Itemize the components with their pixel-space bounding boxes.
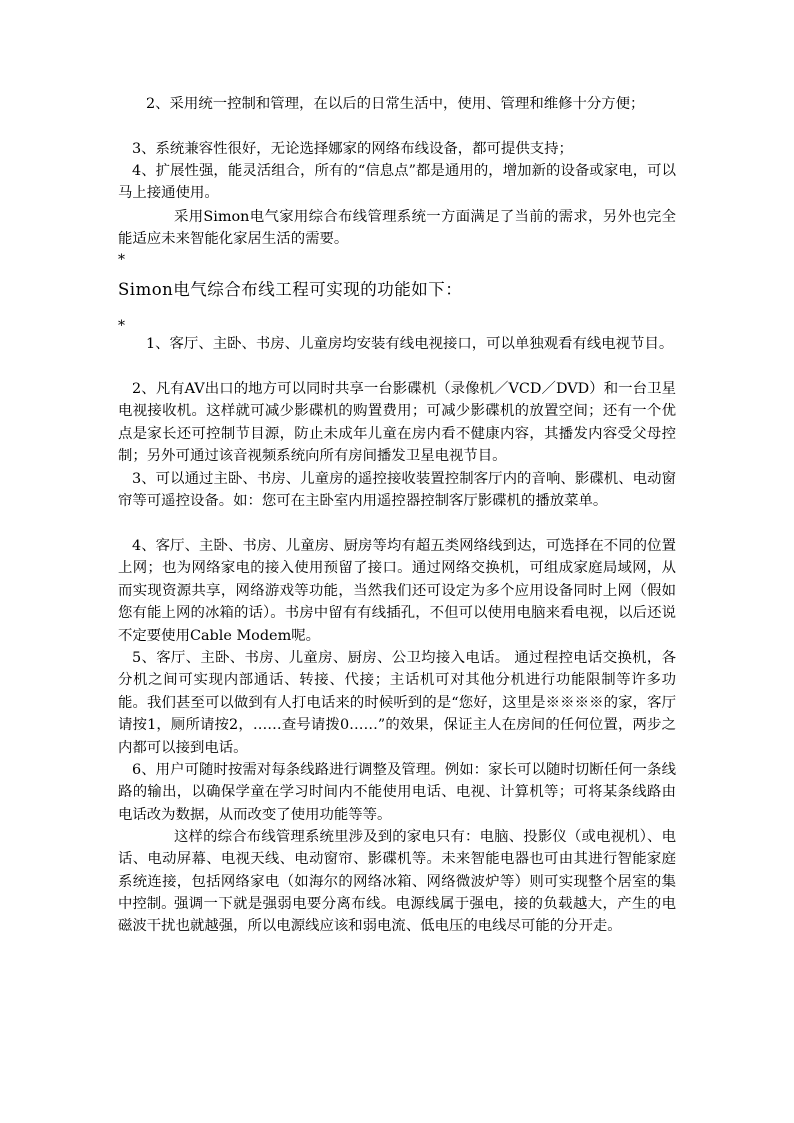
paragraph-av-sharing: 2、凡有AV出口的地方可以同时共享一台影碟机（录像机／VCD／DVD）和一台卫星电视接收机。这样就可减少影碟机的购置费用；可减少影碟机的放置空间；还有一个优点是家长还可控制节目源，防止未成年儿童在房内看不健康内容，其播发内容受父母控制；另外可通过该音视频系统向所有房间播发卫星电视节目。 <box>118 381 676 465</box>
paragraph-unified-control: 2、采用统一控制和管理，在以后的日常生活中，使用、管理和维修十分方便； <box>146 96 645 112</box>
paragraph-appliances: 这样的综合布线管理系统里涉及到的家电只有：电脑、投影仪（或电视机）、电话、电动屏幕、电视天线、电动窗帘、影碟机等。未来智能电器也可由其进行智能家庭系统连接，包括网络家电（如海尔的网络冰箱、网络微波炉等）则可实现整个居室的集中控制。 <box>118 829 676 913</box>
paragraph-line-management: 6、用户可随时按需对每条线路进行调整及管理。例如：家长可以随时切断任何一条线路的输出，以确保学童在学习时间内不能使用电话、电视、计算机等；可将某条线路由电话改为数据，从而改变了使用功能等等。 <box>118 762 676 823</box>
paragraph-network: 4、客厅、主卧、书房、儿童房、厨房等均有超五类网络线到达，可选择在不同的位置上网；也为网络家电的接入使用预留了接口。通过网络交换机，可组成家庭局域网，从而实现资源共享，网络游戏等功能，当然我们还可设定为多个应用设备同时上网（假如您有能上网的冰箱的话）。书房中留有有线插孔，不但可以使用电脑来看电视，以后还说不定要使用Cable Modem呢。 <box>118 538 676 644</box>
section-heading: Simon电气综合布线工程可实现的功能如下： <box>118 280 463 299</box>
paragraph-compatibility: 3、系统兼容性很好，无论选择娜家的网络布线设备，都可提供支持； <box>132 141 573 157</box>
paragraph-remote-control: 3、可以通过主卧、书房、儿童房的遥控接收装置控制客厅内的音响、影碟机、电动窗帘等可遥控设备。如：您可在主卧室内用遥控器控制客厅影碟机的播放菜单。 <box>118 471 676 510</box>
asterisk-marker: * <box>118 318 125 334</box>
paragraph-extensibility: 4、扩展性强，能灵活组合，所有的“信息点”都是通用的，增加新的设备或家电，可以马上接通使用。 <box>118 163 676 202</box>
paragraph-cable-tv: 1、客厅、主卧、书房、儿童房均安装有线电视接口，可以单独观看有线电视节目。 <box>146 336 674 352</box>
paragraph-simon-summary: 采用Simon电气家用综合布线管理系统一方面满足了当前的需求，另外也完全能适应未来智能化家居生活的需要。 <box>118 209 676 248</box>
paragraph-telephone: 5、客厅、主卧、书房、儿童房、厨房、公卫均接入电话。 通过程控电话交换机，各分机之间可实现内部通话、转接、代接；主话机可对其他分机进行功能限制等许多功能。我们甚至可以做到有人打电话来的时候听到的是“您好，这里是※※※※的家，客厅请按1，厕所请按2，……查号请拨0……”的效果，保证主人在房间的任何位置，两步之内都可以接到电话。 <box>118 650 676 756</box>
asterisk-marker: * <box>118 252 125 268</box>
paragraph-power-separation: 强调一下就是强弱电要分离布线。电源线属于强电，接的负载越大，产生的电磁波干扰也就越强，所以电源线应该和弱电流、低电压的电线尽可能的分开走。 <box>118 896 676 935</box>
